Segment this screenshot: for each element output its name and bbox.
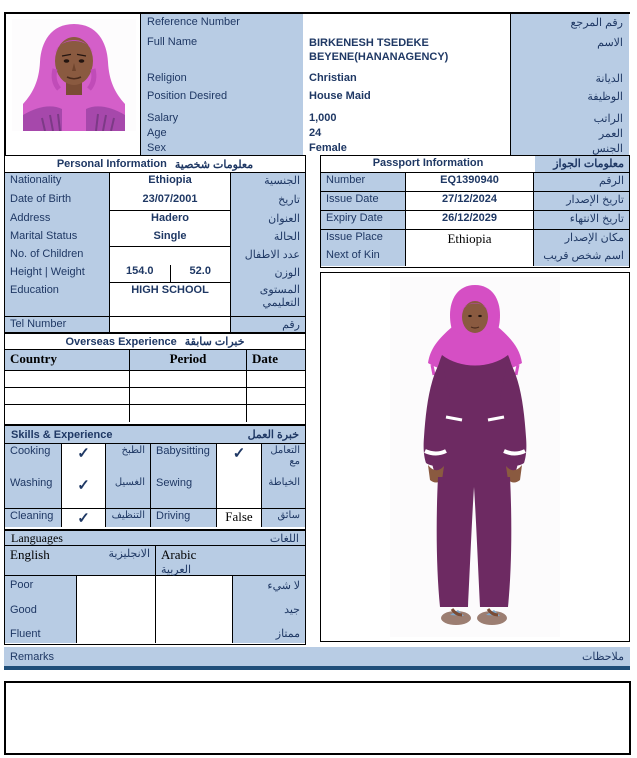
english-cell — [5, 546, 156, 575]
washing-check-icon: ✓ — [61, 476, 106, 508]
remarks-label-ar: ملاحظات — [582, 651, 624, 663]
cleaning-label: Cleaning — [5, 508, 61, 527]
babysitting-check-icon: ✓ — [216, 444, 262, 476]
portrait-photo — [12, 19, 136, 131]
next-of-kin-label: Next of Kin — [326, 249, 380, 261]
reference-number-label-ar: رقم المرجع — [570, 17, 623, 29]
issue-date-label-ar: تاريخ الإصدار — [534, 192, 629, 210]
overseas-empty-row — [5, 371, 305, 388]
age-label: Age — [147, 127, 167, 139]
overseas-experience-table — [4, 333, 306, 425]
arabic-rating-cell — [156, 576, 233, 643]
height-weight-label: Height | Weight — [10, 266, 85, 278]
children-label: No. of Children — [10, 248, 84, 260]
tel-number-value — [110, 317, 230, 319]
period-column-header: Period — [129, 350, 247, 370]
salary-label: Salary — [147, 112, 179, 124]
skills-title-ar: خبرة العمل — [247, 429, 299, 441]
full-name-label: Full Name — [147, 36, 198, 48]
issue-place-label: Issue Place — [326, 231, 383, 243]
reference-number-label: Reference Number — [147, 16, 240, 28]
skills-experience-table — [4, 425, 306, 530]
remarks-label: Remarks — [10, 650, 55, 663]
english-label-ar: الانجليزية — [108, 548, 150, 560]
remarks-content-box — [4, 681, 631, 755]
sex-value: Female — [309, 142, 347, 154]
level-good-label: Good — [10, 603, 37, 616]
sewing-label: Sewing — [150, 476, 216, 508]
overseas-column-headers — [5, 350, 305, 371]
languages-title-ar: اللغات — [269, 532, 299, 545]
arabic-label: Arabic — [161, 547, 197, 562]
full-body-photo — [390, 277, 560, 637]
personal-rows-group-5 — [5, 317, 305, 332]
portrait-photo-cell — [4, 14, 141, 155]
cleaning-label-ar: التنظيف — [106, 508, 150, 527]
passport-row-issue-date — [321, 192, 629, 211]
personal-rows-group-4 — [5, 283, 305, 317]
passport-row-expiry-date — [321, 211, 629, 230]
passport-number-label: Number — [321, 173, 405, 191]
overseas-empty-row — [5, 388, 305, 405]
top-table-group-1 — [141, 14, 629, 88]
children-value — [110, 247, 230, 265]
nationality-label: Nationality — [10, 174, 62, 186]
passport-rows-place-kin — [321, 230, 629, 266]
passport-title: Passport Information — [372, 157, 484, 169]
position-desired-label: Position Desired — [147, 90, 228, 102]
marital-status-value: Single — [153, 230, 187, 242]
position-desired-value: House Maid — [309, 90, 371, 102]
country-column-header: Country — [10, 351, 57, 366]
levels-ar-cell — [233, 576, 305, 643]
height-value: 154.0 — [110, 265, 171, 283]
date-of-birth-label: Date of Birth — [10, 193, 72, 205]
skills-header — [5, 426, 305, 444]
tel-number-label: Tel Number — [10, 318, 67, 330]
weight-value: 52.0 — [189, 265, 211, 277]
expiry-date-value: 26/12/2029 — [405, 211, 534, 229]
levels-en-cell — [5, 576, 76, 643]
passport-number-label-ar: الرقم — [534, 173, 629, 191]
passport-number-value: EQ1390940 — [405, 173, 534, 191]
top-table-group-2 — [141, 88, 629, 110]
level-good-label-ar: جيد — [284, 604, 300, 616]
address-label: Address — [10, 212, 51, 224]
passport-header — [321, 156, 629, 173]
tel-number-label-ar: رقم — [282, 319, 300, 331]
driving-value: False — [216, 508, 262, 527]
personal-information-table — [4, 155, 306, 333]
personal-rows-group-3 — [5, 247, 305, 283]
address-value: Hadero — [151, 212, 189, 224]
reference-number-value — [303, 14, 510, 34]
education-label: Education — [10, 284, 59, 296]
salary-value: 1,000 — [309, 112, 337, 124]
level-fluent-label-ar: ممتاز — [275, 628, 300, 640]
babysitting-label-ar: التعامل مع — [262, 444, 305, 476]
cooking-check-icon: ✓ — [61, 444, 106, 476]
date-of-birth-value: 23/07/2001 — [142, 193, 198, 205]
passport-row-number — [321, 173, 629, 192]
cleaning-check-icon: ✓ — [61, 508, 106, 527]
next-of-kin-value — [406, 248, 533, 266]
sewing-label-ar: الخياطة — [262, 476, 305, 508]
personal-information-title-ar: معلومات شخصية — [174, 158, 254, 171]
sex-label: Sex — [147, 142, 166, 154]
nationality-label-ar: الجنسية — [264, 175, 300, 187]
full-body-photo-box — [320, 272, 630, 642]
overseas-header — [5, 334, 305, 350]
expiry-date-label-ar: تاريخ الانتهاء — [534, 211, 629, 229]
level-poor-label: Poor — [10, 579, 34, 591]
issue-date-label: Issue Date — [321, 192, 405, 210]
religion-label: Religion — [147, 72, 187, 84]
marital-status-label: Marital Status — [10, 230, 78, 242]
languages-title: Languages — [11, 530, 63, 545]
passport-title-ar: معلومات الجواز — [535, 156, 629, 172]
personal-information-header — [5, 156, 305, 173]
nationality-value: Ethiopia — [148, 174, 192, 186]
personal-rows-group-1 — [5, 173, 305, 211]
languages-name-row — [5, 546, 305, 576]
level-fluent-label: Fluent — [10, 628, 41, 640]
english-rating-cell — [76, 576, 156, 643]
height-weight-value — [110, 265, 230, 283]
date-of-birth-label-ar: تاريخ — [278, 194, 300, 206]
education-label-ar: المستوى التعليمي — [259, 284, 300, 309]
skills-grid — [5, 444, 305, 527]
education-value: HIGH SCHOOL — [131, 284, 209, 296]
salary-label-ar: الراتب — [593, 113, 623, 125]
driving-label: Driving — [150, 508, 216, 527]
overseas-empty-row — [5, 405, 305, 422]
babysitting-label: Babysitting — [150, 444, 216, 476]
languages-table — [4, 530, 306, 645]
age-value: 24 — [309, 127, 322, 139]
sewing-check-cell — [216, 476, 262, 508]
driving-label-ar: سائق — [262, 508, 305, 527]
languages-header — [5, 531, 305, 546]
next-of-kin-label-ar: اسم شخص قريب — [543, 250, 624, 262]
overseas-title-ar: خبرات سابقة — [184, 336, 245, 348]
skills-title: Skills & Experience — [11, 428, 113, 441]
washing-label: Washing — [5, 476, 61, 508]
arabic-label-ar: العربية — [161, 564, 192, 576]
overseas-title: Overseas Experience — [65, 335, 177, 348]
religion-label-ar: الديانة — [595, 73, 623, 85]
position-desired-label-ar: الوظيفة — [587, 91, 623, 103]
passport-information-table — [320, 155, 630, 268]
issue-place-label-ar: مكان الإصدار — [564, 232, 624, 244]
issue-date-value: 27/12/2024 — [405, 192, 534, 210]
date-column-header: Date — [252, 351, 278, 366]
level-poor-label-ar: لا شيء — [267, 580, 300, 592]
age-label-ar: العمر — [598, 128, 623, 140]
remarks-bar — [4, 647, 630, 670]
languages-levels-row — [5, 576, 305, 643]
top-table-group-3 — [141, 110, 629, 155]
personal-rows-group-2 — [5, 211, 305, 247]
marital-status-label-ar: الحالة — [273, 231, 300, 243]
cooking-label-ar: الطبخ — [106, 444, 150, 476]
expiry-date-label: Expiry Date — [321, 211, 405, 229]
personal-information-title: Personal Information — [56, 158, 167, 170]
height-weight-label-ar: الوزن — [274, 267, 300, 279]
english-label: English — [10, 547, 50, 562]
arabic-cell — [156, 546, 305, 575]
religion-value: Christian — [309, 72, 357, 84]
children-label-ar: عدد الاطفال — [244, 249, 300, 261]
sex-label-ar: الجنس — [592, 143, 623, 155]
full-name-label-ar: الاسم — [597, 37, 623, 49]
issue-place-value: Ethiopia — [447, 231, 492, 246]
full-name-value: BIRKENESH TSEDEKE BEYENE(HANANAGENCY) — [309, 37, 449, 63]
washing-label-ar: الغسيل — [106, 476, 150, 508]
address-label-ar: العنوان — [268, 213, 300, 225]
cooking-label: Cooking — [5, 444, 61, 476]
